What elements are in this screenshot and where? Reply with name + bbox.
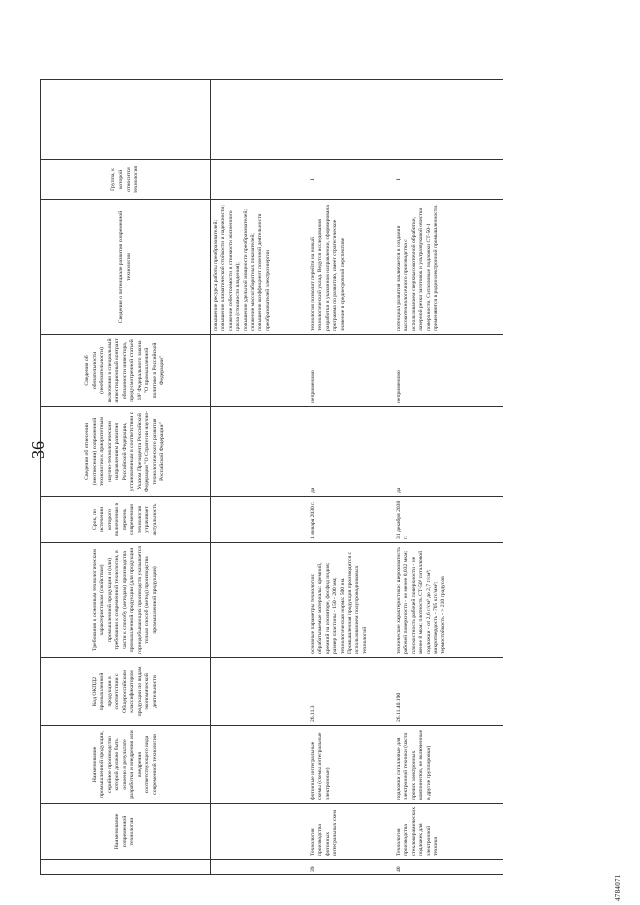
technology-name: Технология производства стеклокерамических подложек для электронной техники bbox=[394, 803, 503, 859]
continuation-cell bbox=[211, 199, 309, 334]
table-row bbox=[394, 79, 503, 874]
header-potential: Сведения о потенциале развития современной технологии bbox=[41, 199, 211, 334]
row-number: 39 bbox=[308, 860, 394, 875]
product-name: фотонные интегральные схемы (схемы интегральные электронные) bbox=[308, 725, 394, 803]
continuation-line: повышение коэффициент полезной деятельности преобразователей электроэнергии bbox=[257, 213, 271, 331]
header-blank bbox=[41, 79, 211, 159]
priority-flag: да bbox=[394, 406, 503, 496]
product-name: подложки ситалловые для электронной техники (части прочих электронных компонентов, не включенные в другие группировки) bbox=[394, 725, 503, 803]
row-number: 40 bbox=[394, 860, 503, 875]
header-priority: Сведения об отнесении (неотнесении) современной технологии к приоритетным научно-технологическим направлениям развития Российской Федерации, установленным в соответствии с Указом Президента Российской Федерации "О Стратегии научно-технологического развития Российской Федерации" bbox=[41, 406, 211, 496]
continuation-line: повышение ресурса работы преобразователей; bbox=[213, 220, 219, 331]
continuation-line: повышение удельной мощности преобразователей; bbox=[242, 209, 249, 331]
header-group: Группа, к которой относится технология bbox=[41, 159, 211, 199]
okpd-code: 26.11.40.190 bbox=[394, 657, 503, 725]
page-number: 36 bbox=[28, 441, 48, 459]
continuation-row bbox=[211, 79, 309, 874]
header-okpd-code: Код ОКПД2 промышленной продукции в соответствии с Общероссийским классификатором продукции по видам экономической деятельности bbox=[41, 657, 211, 725]
contract-flag: неприменимо bbox=[394, 334, 503, 406]
continuation-line: повышение климатической стойкости и надежности; bbox=[220, 205, 227, 331]
term: 31 декабря 2030 г. bbox=[394, 496, 503, 542]
requirements: основные параметры технологии: обрабатываемые материалы: кремний, кремний на изоляторе, фосфид индия; размер пластины - 150 - 200 мм; технологическая норма: 500 нм. Промышленная продукция производится с использованием полупроводниковых технологий bbox=[308, 542, 394, 657]
potential: потенциал развития заключается в создании высокотехнологичного производства с использованием сверхвысокоточной обработки, лазерной резки заготовок и ультразвуковой очистки поверхности. Ситалловые подложки СТ-50-1 применяются в радиоэлектронной промышленности. bbox=[394, 199, 503, 334]
okpd-code: 26.11.3 bbox=[308, 657, 394, 725]
requirements: технические характеристики: шероховатость рабочей поверхности - не менее 0,032 мкм; плоскостность рабочей поверхности - не менее 8 мкм; плотность СТ-50¹ ситалловой подложки - от 2,6 г/см³ до 2,7 г/см³; микротвердость - 705 кгс/мм²; термостойкость - > 210 градусов bbox=[394, 542, 503, 657]
contract-flag: неприменимо bbox=[308, 334, 394, 406]
continuation-line: снижение себестоимости и стоимости жизненного цикла (стоимости владения); bbox=[227, 210, 242, 331]
term: 1 января 2030 г. bbox=[308, 496, 394, 542]
continuation-line: снижение массогабаритных показателей; bbox=[249, 233, 256, 331]
header-number bbox=[41, 860, 211, 875]
table-row bbox=[308, 79, 394, 874]
potential: технология позволит перейти на новый технологический уклад. Ведутся исследования разработки в указанном направлении, сформирована программа по развитию, имеет стратегическое значение в среднесрочной перспективе bbox=[308, 199, 394, 334]
priority-flag: да bbox=[308, 406, 394, 496]
header-technology: Наименование современной технологии bbox=[41, 803, 211, 859]
header-product: Наименование промышленной продукции, серийное производство которой должно быть освоено в результате разработки и внедрения или внедрения соответствующего вида современной технологии bbox=[41, 725, 211, 803]
technology-name: Технология производства фотонных интегральных схем bbox=[308, 803, 394, 859]
group: I bbox=[308, 159, 394, 199]
header-requirements: Требования к основным технологическим характеристикам (свойствам) промышленной продукции и (или) требования к современной технологии, в части к способу (методам) производства промышленной продукции (для продукции горнодобывающих производств указывается только способ (метод) производства промышленной продукции) bbox=[41, 542, 211, 657]
document-id: 4784071 bbox=[614, 874, 622, 901]
header-term: Срок, по истечении которого включенная в перечень современная технология утрачивает актуальность bbox=[41, 496, 211, 542]
table-header-row bbox=[41, 79, 211, 874]
group: I bbox=[394, 159, 503, 199]
header-contract: Сведения об обязательности (необязательности) включения в специальный инвестиционный контракт обязанности инвестора, предусмотренной статьей 18² Федерального закона "О промышленной политике в Российской Федерации" bbox=[41, 334, 211, 406]
technology-table bbox=[40, 79, 503, 875]
